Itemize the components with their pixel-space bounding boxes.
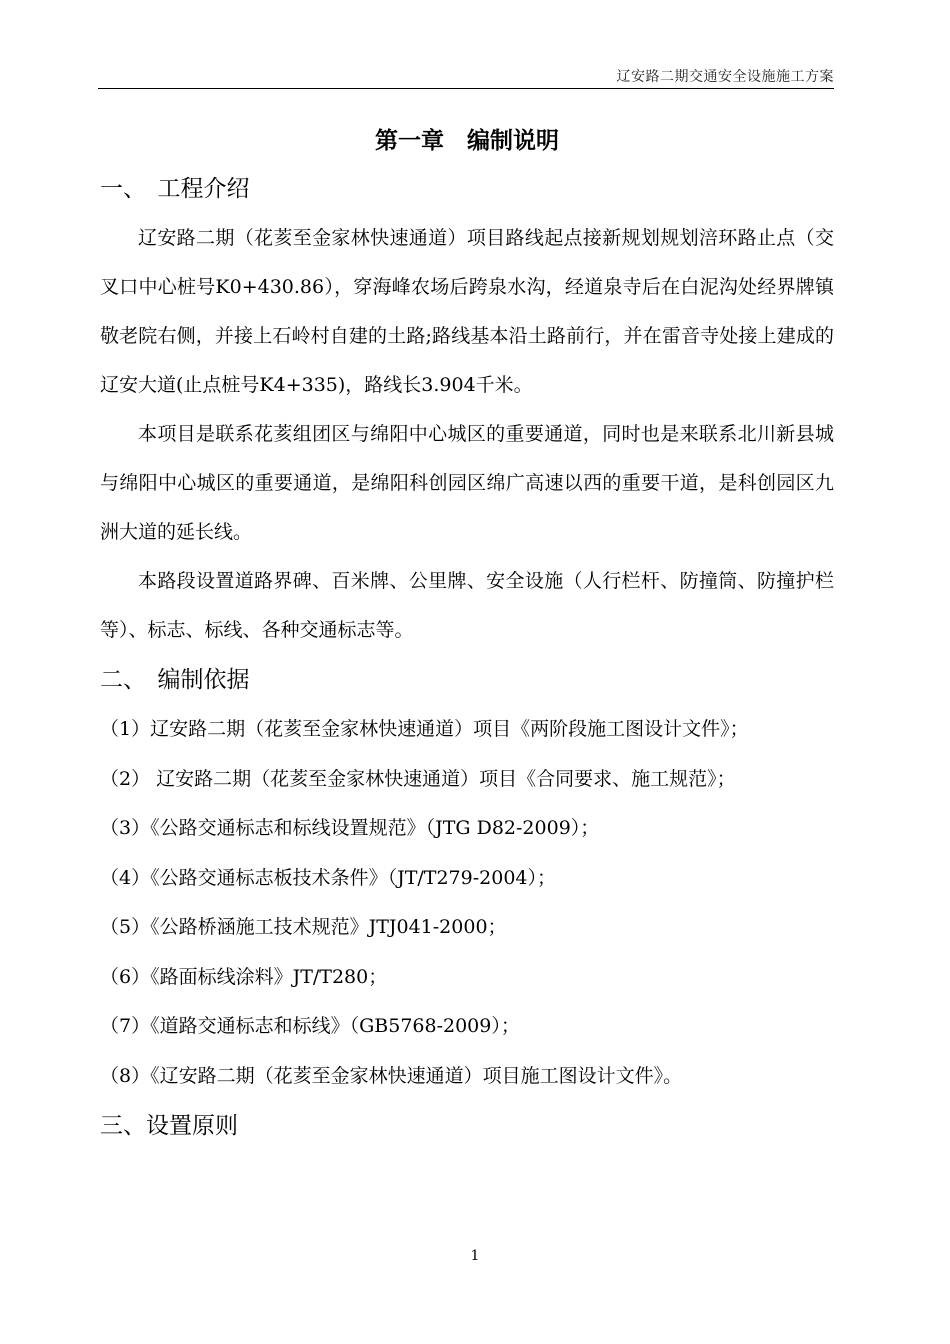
reference-item: （1）辽安路二期（花荄至金家林快速通道）项目《两阶段施工图设计文件》； xyxy=(100,718,749,740)
document-body xyxy=(100,118,834,1151)
page-number: 1 xyxy=(470,1248,480,1264)
header-rule xyxy=(98,88,834,89)
reference-item: （2） 辽安路二期（花荄至金家林快速通道）项目《合同要求、施工规范》； xyxy=(100,767,736,790)
reference-item: （4）《公路交通标志板技术条件》（JT/T279-2004）； xyxy=(100,866,556,889)
running-header: 辽安路二期交通安全设施施工方案 xyxy=(616,69,834,85)
reference-item: （8）《辽安路二期（花荄至金家林快速通道）项目施工图设计文件》。 xyxy=(100,1064,683,1087)
paragraph-project-significance: 本项目是联系花荄组团区与绵阳中心城区的重要通道，同时也是来联系北川新县城与绵阳中心城区的重要通道，是绵阳科创园区绵广高速以西的重要干道，是科创园区九洲大道的延长线。 xyxy=(100,423,834,543)
reference-item: （3）《公路交通标志和标线设置规范》（JTG D82-2009）； xyxy=(100,817,600,839)
reference-list xyxy=(100,705,834,1101)
section-heading-basis: 二、 编制依据 xyxy=(100,667,250,693)
paragraph-route-description: 辽安路二期（花荄至金家林快速通道）项目路线起点接新规划规划涪环路止点（交叉口中心桩号K0+430.86），穿海峰农场后跨泉水沟，经道泉寺后在白泥沟处经界牌镇敬老院右侧，并接上石岭村自建的土路;路线基本沿土路前行，并在雷音寺处接上建成的辽安大道(止点桩号K4+335)，路线长3.904千米。 xyxy=(100,227,834,396)
reference-item: （5）《公路桥涵施工技术规范》JTJ041-2000； xyxy=(100,916,507,938)
section-heading-principles: 三、设置原则 xyxy=(100,1113,238,1139)
paragraph-facilities: 本路段设置道路界碑、百米牌、公里牌、安全设施（人行栏杆、防撞筒、防撞护栏等）、标志、标线、各种交通标志等。 xyxy=(100,570,834,641)
reference-item: （6）《路面标线涂料》JT/T280； xyxy=(100,965,388,988)
reference-item: （7）《道路交通标志和标线》（GB5768-2009）； xyxy=(100,1015,520,1037)
chapter-title: 第一章 编制说明 xyxy=(375,127,559,154)
section-heading-project-intro: 一、 工程介绍 xyxy=(100,176,250,202)
